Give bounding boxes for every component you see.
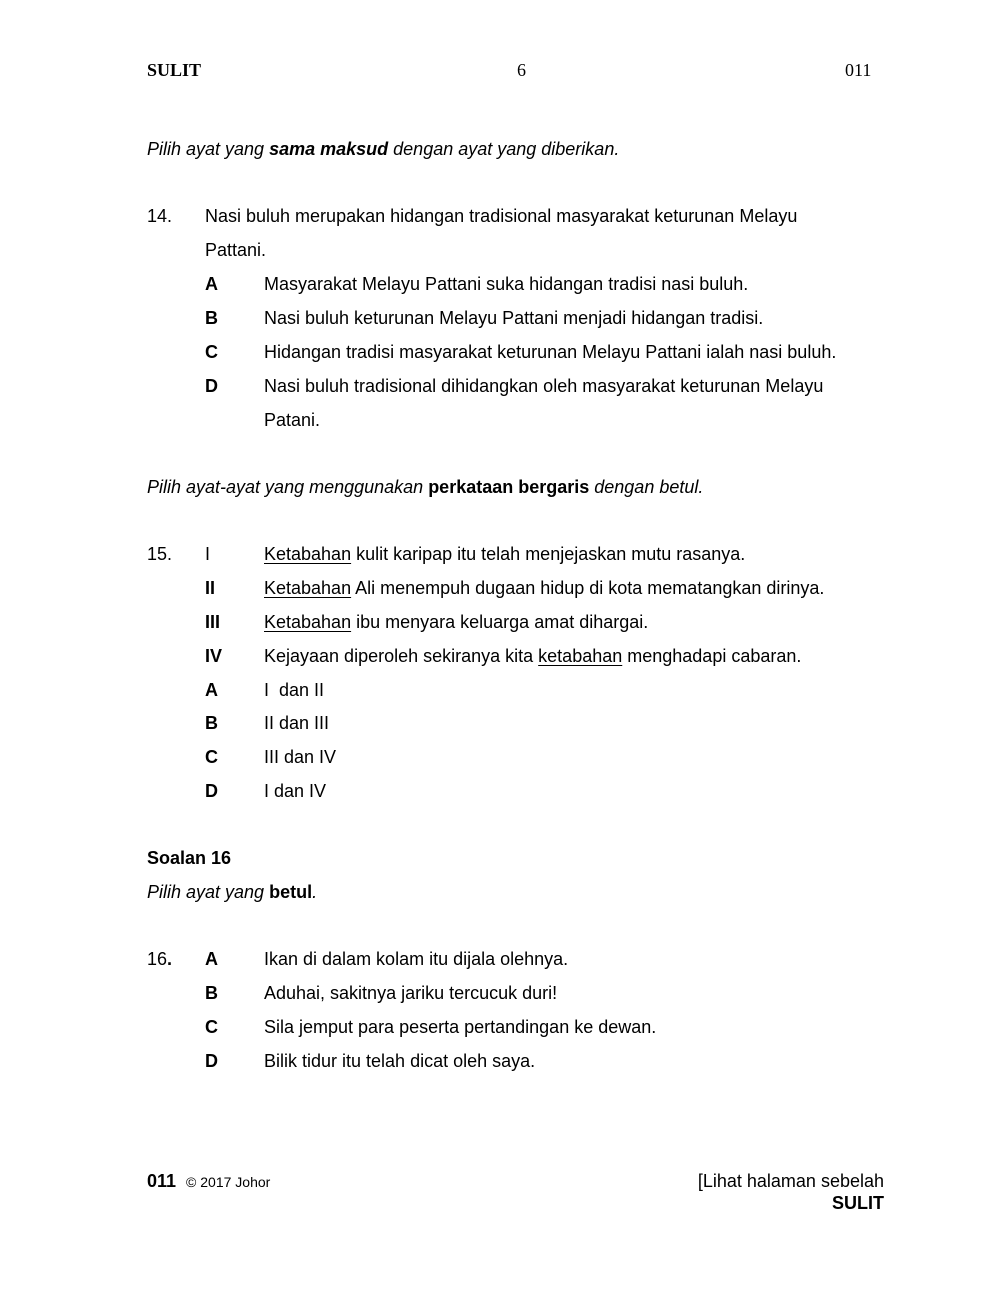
instruction-keyword: betul	[269, 882, 313, 902]
question-number-16	[147, 948, 172, 970]
option-label-d[interactable]: D	[205, 781, 218, 801]
option-text-a[interactable]: I dan II	[264, 680, 325, 700]
question-number-text: 16	[147, 949, 168, 969]
header-sulit: SULIT	[147, 60, 202, 80]
option-text-b[interactable]: II dan III	[264, 713, 330, 733]
instruction-text: Pilih ayat yang	[147, 139, 270, 159]
option-text-b[interactable]: Nasi buluh keturunan Melayu Pattani menjadi hidangan tradisi.	[264, 308, 764, 328]
instruction-text: .	[312, 882, 318, 902]
instruction-keyword: perkataan bergaris	[428, 477, 590, 497]
footer-next-page: [Lihat halaman sebelah	[697, 1171, 884, 1191]
option-text-c[interactable]: Sila jemput para peserta pertandingan ke dewan.	[264, 1017, 657, 1037]
statement-text: Ali menempuh dugaan hidup di kota mematangkan dirinya.	[351, 578, 825, 598]
statement-iii	[264, 611, 648, 633]
page-number: 6	[517, 60, 526, 80]
option-label-b[interactable]: B	[205, 713, 218, 733]
statement-text: Kejayaan diperoleh sekiranya kita	[264, 646, 539, 666]
option-text-c[interactable]: Hidangan tradisi masyarakat keturunan Melayu Pattani ialah nasi buluh.	[264, 342, 837, 362]
statement-text: ibu menyara keluarga amat dihargai.	[351, 612, 649, 632]
statement-label-i: I	[205, 544, 211, 564]
option-label-c[interactable]: C	[205, 342, 218, 362]
footer-copyright: © 2017 Johor	[186, 1174, 271, 1190]
option-text-b[interactable]: Aduhai, sakitnya jariku tercucuk duri!	[264, 983, 558, 1003]
footer-sulit: SULIT	[832, 1193, 884, 1213]
footer-code: 011	[147, 1171, 177, 1191]
option-text-d[interactable]: I dan IV	[264, 781, 327, 801]
statement-ii	[264, 577, 824, 599]
paper-code: 011	[845, 60, 872, 80]
option-text-d[interactable]: Bilik tidur itu telah dicat oleh saya.	[264, 1051, 536, 1071]
statement-label-iv: IV	[205, 646, 223, 666]
option-text-a[interactable]: Masyarakat Melayu Pattani suka hidangan tradisi nasi buluh.	[264, 274, 749, 294]
option-text-c[interactable]: III dan IV	[264, 747, 337, 767]
question-number-dot: .	[167, 949, 173, 969]
statement-i	[264, 543, 745, 565]
statement-iv	[264, 645, 801, 667]
instruction-text: Pilih ayat yang	[147, 882, 270, 902]
instruction-correct-sentence	[147, 881, 317, 903]
option-text-a[interactable]: Ikan di dalam kolam itu dijala olehnya.	[264, 949, 569, 969]
underlined-word: Ketabahan	[264, 544, 352, 564]
option-label-c[interactable]: C	[205, 1017, 218, 1037]
question-14-stem-line2: Pattani.	[205, 240, 267, 260]
option-label-b[interactable]: B	[205, 983, 218, 1003]
question-number-14: 14.	[147, 206, 173, 226]
question-number-15: 15.	[147, 544, 173, 564]
statement-text: menghadapi cabaran.	[622, 646, 802, 666]
option-label-d[interactable]: D	[205, 1051, 218, 1071]
option-label-d[interactable]: D	[205, 376, 218, 396]
statement-label-ii: II	[205, 578, 216, 598]
instruction-text: dengan ayat yang diberikan.	[388, 139, 620, 159]
option-label-a[interactable]: A	[205, 949, 218, 969]
option-label-a[interactable]: A	[205, 274, 218, 294]
underlined-word: Ketabahan	[264, 612, 352, 632]
instruction-same-meaning	[147, 138, 619, 160]
section-heading-soalan-16: Soalan 16	[147, 848, 232, 868]
footer-left	[147, 1170, 270, 1193]
statement-label-iii: III	[205, 612, 221, 632]
option-text-d[interactable]: Nasi buluh tradisional dihidangkan oleh masyarakat keturunan Melayu	[264, 376, 824, 396]
instruction-underlined-words	[147, 476, 703, 498]
question-14-stem-line1: Nasi buluh merupakan hidangan tradisional masyarakat keturunan Melayu	[205, 206, 798, 226]
option-text-d-line2[interactable]: Patani.	[264, 410, 321, 430]
underlined-word: Ketabahan	[264, 578, 352, 598]
instruction-keyword: sama maksud	[269, 139, 389, 159]
option-label-b[interactable]: B	[205, 308, 218, 328]
instruction-text: Pilih ayat-ayat yang menggunakan	[147, 477, 429, 497]
statement-text: kulit karipap itu telah menjejaskan mutu rasanya.	[351, 544, 746, 564]
underlined-word: ketabahan	[538, 646, 623, 666]
instruction-text: dengan betul.	[589, 477, 704, 497]
option-label-c[interactable]: C	[205, 747, 218, 767]
option-label-a[interactable]: A	[205, 680, 218, 700]
